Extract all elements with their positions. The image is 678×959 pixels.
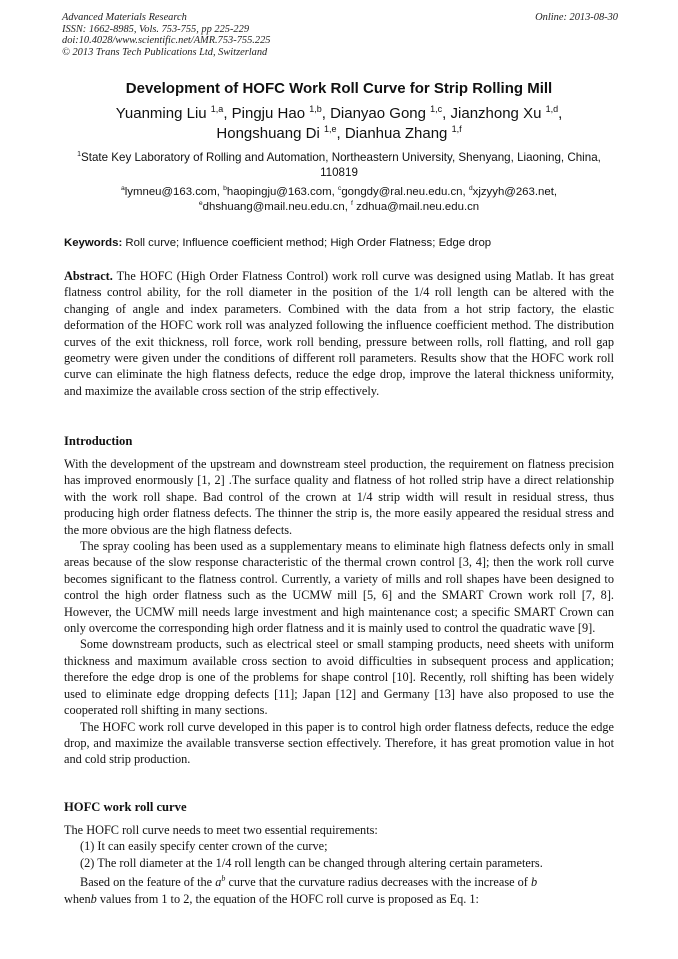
- author-affil-sup: 1,e: [323, 124, 337, 134]
- email-sup: c: [337, 185, 342, 193]
- email-sep: ,: [344, 201, 352, 213]
- author-name: Pingju Hao: [231, 105, 306, 122]
- copyright-line: © 2013 Trans Tech Publications Ltd, Switzerland: [62, 46, 268, 58]
- paragraph: The spray cooling has been used as a supplementary means to eliminate high flatness defects only in small areas because of the slow response characteristic of the thermal crown control [3, 4]; then the work roll curve becomes significant to the flatness control. Currently, a variety of mills and roll shapes have been designed to control the high order flatness such as the UCMW mill [5, 6] and the SMART Crown work roll [7, 8]. However, the UCMW mill needs large investment and high maintenance cost; a specific SMART Crown can only overcome the corresponding high order flatness and it is mainly used to control the quadratic wave [9].: [64, 539, 614, 636]
- author-sep: ,: [223, 105, 232, 122]
- journal-header: [62, 12, 618, 58]
- math-exponent: b: [221, 874, 226, 884]
- email-sup: f: [351, 200, 353, 208]
- author-name: Jianzhong Xu: [450, 105, 542, 122]
- author-affil-sup: 1,b: [309, 104, 322, 114]
- journal-name: Advanced Materials Research: [62, 12, 187, 23]
- text-run: Based on the feature of the: [80, 875, 216, 890]
- introduction-body: [64, 456, 614, 768]
- affil-text: State Key Laboratory of Rolling and Automation, Northeastern University, Shenyang, Liaoning, China, 110819: [80, 151, 601, 179]
- author-affil-sup: 1,c: [430, 104, 443, 114]
- author-affil-sup: 1,f: [451, 124, 462, 134]
- section-heading-introduction: Introduction: [64, 434, 133, 448]
- author-name: Hongshuang Di: [216, 125, 320, 142]
- email-link[interactable]: haopingju@163.com: [226, 186, 332, 198]
- paragraph: The HOFC work roll curve developed in this paper is to control high order flatness defects, reduce the edge drop, and maximize the available transverse section effectively. Therefore, it has great promotion value in hot and cold strip production.: [64, 719, 614, 767]
- email-sep: ,: [553, 186, 558, 198]
- online-date: Online: 2013-08-30: [535, 12, 618, 23]
- author-sep: ,: [336, 125, 345, 142]
- email-list: [60, 185, 618, 215]
- paragraph: With the development of the upstream and downstream steel production, the requirement on flatness precision has improved enormously [1, 2] .The surface quality and flatness of hot rolled strip have a direct relationship with the work roll shape. Bad control of the crown at 1/4 strip width will result in residual stress, thus producing high order flatness defects. The thinner the strip is, the more easily appeared the residual stress and the more obvious are the high flatness defects.: [64, 457, 614, 537]
- abstract-label: Abstract.: [64, 269, 113, 283]
- author-affil-sup: 1,a: [210, 104, 224, 114]
- author-sep: ,: [442, 105, 451, 122]
- email-link[interactable]: lymneu@163.com: [124, 186, 217, 198]
- author-name: Dianyao Gong: [330, 105, 426, 122]
- email-sup: d: [468, 185, 473, 193]
- author-name: Dianhua Zhang: [344, 125, 448, 142]
- affiliation: [60, 150, 618, 180]
- keywords-label: Keywords:: [64, 237, 123, 249]
- text-run: curve that the curvature radius decreases with the increase of: [225, 875, 531, 890]
- issn-line: ISSN: 1662-8985, Vols. 753-755, pp 225-229: [62, 23, 250, 35]
- paragraph: Some downstream products, such as electrical steel or small stamping products, need sheets with uniform thickness and maximum available cross section to avoid difficulties in subsequent process and application; therefore the edge drop is one of the problems for shape control [10]. Recently, roll shifting has been widely used to eliminate edge dropping defects [11]; Japan [12] and Germany [13] have also proposed to use the cooperated roll shifting in many sections.: [64, 637, 614, 718]
- math-var: b: [90, 891, 97, 906]
- paragraph: The HOFC roll curve needs to meet two essential requirements:: [64, 823, 378, 837]
- email-link[interactable]: zdhua@mail.neu.edu.cn: [352, 201, 480, 213]
- affil-sup: 1: [77, 151, 81, 159]
- email-sep: ,: [331, 186, 338, 198]
- author-affil-sup: 1,d: [545, 104, 559, 114]
- keywords: [64, 236, 620, 251]
- section-heading-hofc: HOFC work roll curve: [64, 800, 187, 814]
- keywords-text: Roll curve; Influence coefficient method; High Order Flatness; Edge drop: [122, 237, 492, 249]
- author-sep: ,: [558, 105, 563, 122]
- author-sep: ,: [321, 105, 331, 122]
- email-link[interactable]: dhshuang@mail.neu.edu.cn: [202, 201, 345, 213]
- email-sup: e: [198, 200, 203, 208]
- email-sep: ,: [462, 186, 469, 198]
- email-link[interactable]: xjzyyh@263.net: [472, 186, 554, 198]
- requirement-item: (2) The roll diameter at the 1/4 roll length can be changed through altering certain parameters.: [80, 855, 543, 870]
- text-run: values from 1 to 2, the equation of the HOFC roll curve is proposed as Eq. 1:: [96, 891, 479, 906]
- email-link[interactable]: gongdy@ral.neu.edu.cn: [341, 186, 463, 198]
- math-base: a: [215, 875, 222, 890]
- author-list: [40, 104, 638, 144]
- abstract-text: The HOFC (High Order Flatness Control) work roll curve was designed using Matlab. It has great flatness control ability, for the roll diameter in the position of the 1/4 roll length can be altered with the changing of angle and index parameters. Combined with the data from a hot strip factory, the elastic deformation of the HOFC work roll was analyzed following the influence coefficient method. The distribution curves of the exit thickness, roll force, work roll bending, pressure between rolls, roll flatting, and roll gap geometry were given under the conditions of different roll parameters. Results show that the HOFC work roll curve can eliminate the high flatness defects, reduce the edge drop, improve the lateral thickness uniformity, and maximize the available cross section of the strip effectively.: [64, 269, 614, 398]
- email-sep: ,: [216, 186, 224, 198]
- doi-line[interactable]: doi:10.4028/www.scientific.net/AMR.753-755.225: [62, 35, 271, 47]
- email-sup: a: [120, 185, 125, 193]
- math-var: b: [530, 875, 538, 890]
- abstract: [64, 268, 614, 399]
- email-sup: b: [223, 185, 227, 193]
- paper-title: Development of HOFC Work Roll Curve for Strip Rolling Mill: [125, 80, 553, 97]
- hofc-body: [64, 822, 614, 907]
- paragraph: [64, 871, 614, 907]
- requirement-item: (1) It can easily specify center crown of the curve;: [80, 839, 328, 854]
- text-run: when: [64, 891, 91, 906]
- author-name: Yuanming Liu: [115, 105, 207, 122]
